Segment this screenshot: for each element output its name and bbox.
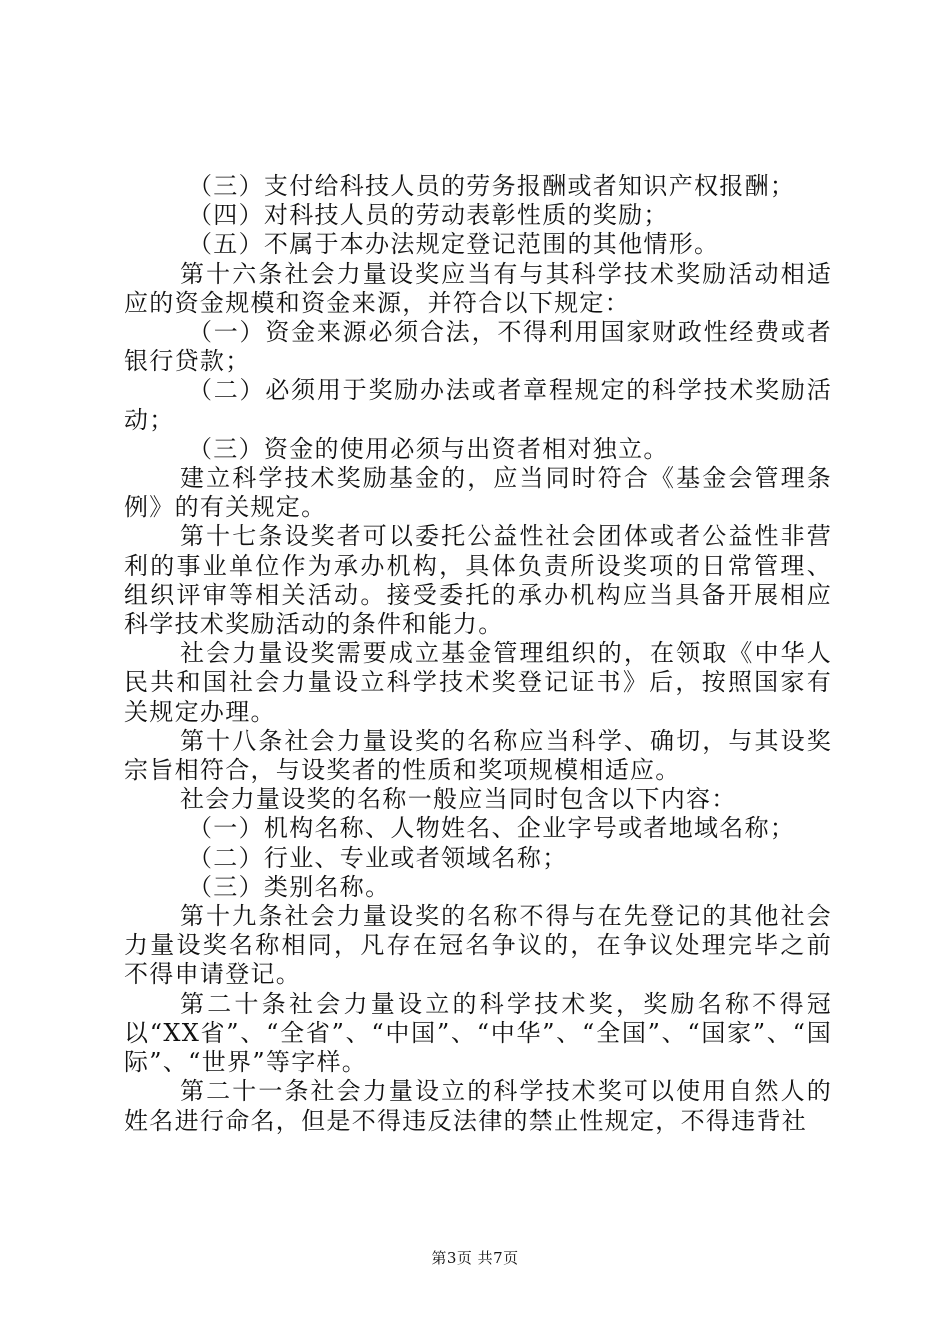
paragraph-funding-item-3: （三）资金的使用必须与出资者相对独立。	[188, 434, 669, 463]
paragraph-item-5: （五）不属于本办法规定登记范围的其他情形。	[188, 230, 720, 259]
document-body	[124, 172, 832, 1136]
paragraph-funding-item-2: （二）必须用于奖励办法或者章程规定的科学技术奖励活动；	[124, 376, 832, 434]
paragraph-fund-organization: 社会力量设奖需要成立基金管理组织的，在领取《中华人民共和国社会力量设立科学技术奖登记证书》后，按照国家有关规定办理。	[124, 639, 832, 726]
paragraph-fund-regulation: 建立科学技术奖励基金的，应当同时符合《基金会管理条例》的有关规定。	[124, 464, 832, 522]
paragraph-name-contents: 社会力量设奖的名称一般应当同时包含以下内容：	[180, 785, 737, 814]
paragraph-name-item-2: （二）行业、专业或者领域名称；	[188, 843, 568, 872]
paragraph-item-4: （四）对科技人员的劳动表彰性质的奖励；	[188, 201, 669, 230]
page-number-footer: 第3页 共7页	[431, 1249, 519, 1267]
paragraph-name-item-1: （一）机构名称、人物姓名、企业字号或者地域名称；	[188, 814, 796, 843]
paragraph-article-19: 第十九条社会力量设奖的名称不得与在先登记的其他社会力量设奖名称相同，凡存在冠名争议的，在争议处理完毕之前不得申请登记。	[124, 902, 832, 989]
paragraph-article-20: 第二十条社会力量设立的科学技术奖，奖励名称不得冠以“XX省”、“全省”、“中国”、“中华”、“全国”、“国家”、“国际”、“世界”等字样。	[124, 989, 832, 1077]
paragraph-funding-item-1: （一）资金来源必须合法，不得利用国家财政性经费或者银行贷款；	[124, 318, 832, 376]
paragraph-item-3: （三）支付给科技人员的劳务报酬或者知识产权报酬；	[188, 172, 796, 200]
paragraph-article-17: 第十七条设奖者可以委托公益性社会团体或者公益性非营利的事业单位作为承办机构，具体负责所设奖项的日常管理、组织评审等相关活动。接受委托的承办机构应当具备开展相应科学技术奖励活动的条件和能力。	[124, 522, 832, 639]
paragraph-article-16: 第十六条社会力量设奖应当有与其科学技术奖励活动相适应的资金规模和资金来源，并符合以下规定：	[124, 259, 832, 317]
paragraph-name-item-3: （三）类别名称。	[188, 872, 391, 901]
paragraph-article-21: 第二十一条社会力量设立的科学技术奖可以使用自然人的姓名进行命名，但是不得违反法律的禁止性规定，不得违背社	[124, 1077, 832, 1135]
paragraph-article-18: 第十八条社会力量设奖的名称应当科学、确切，与其设奖宗旨相符合，与设奖者的性质和奖项规模相适应。	[124, 726, 832, 785]
